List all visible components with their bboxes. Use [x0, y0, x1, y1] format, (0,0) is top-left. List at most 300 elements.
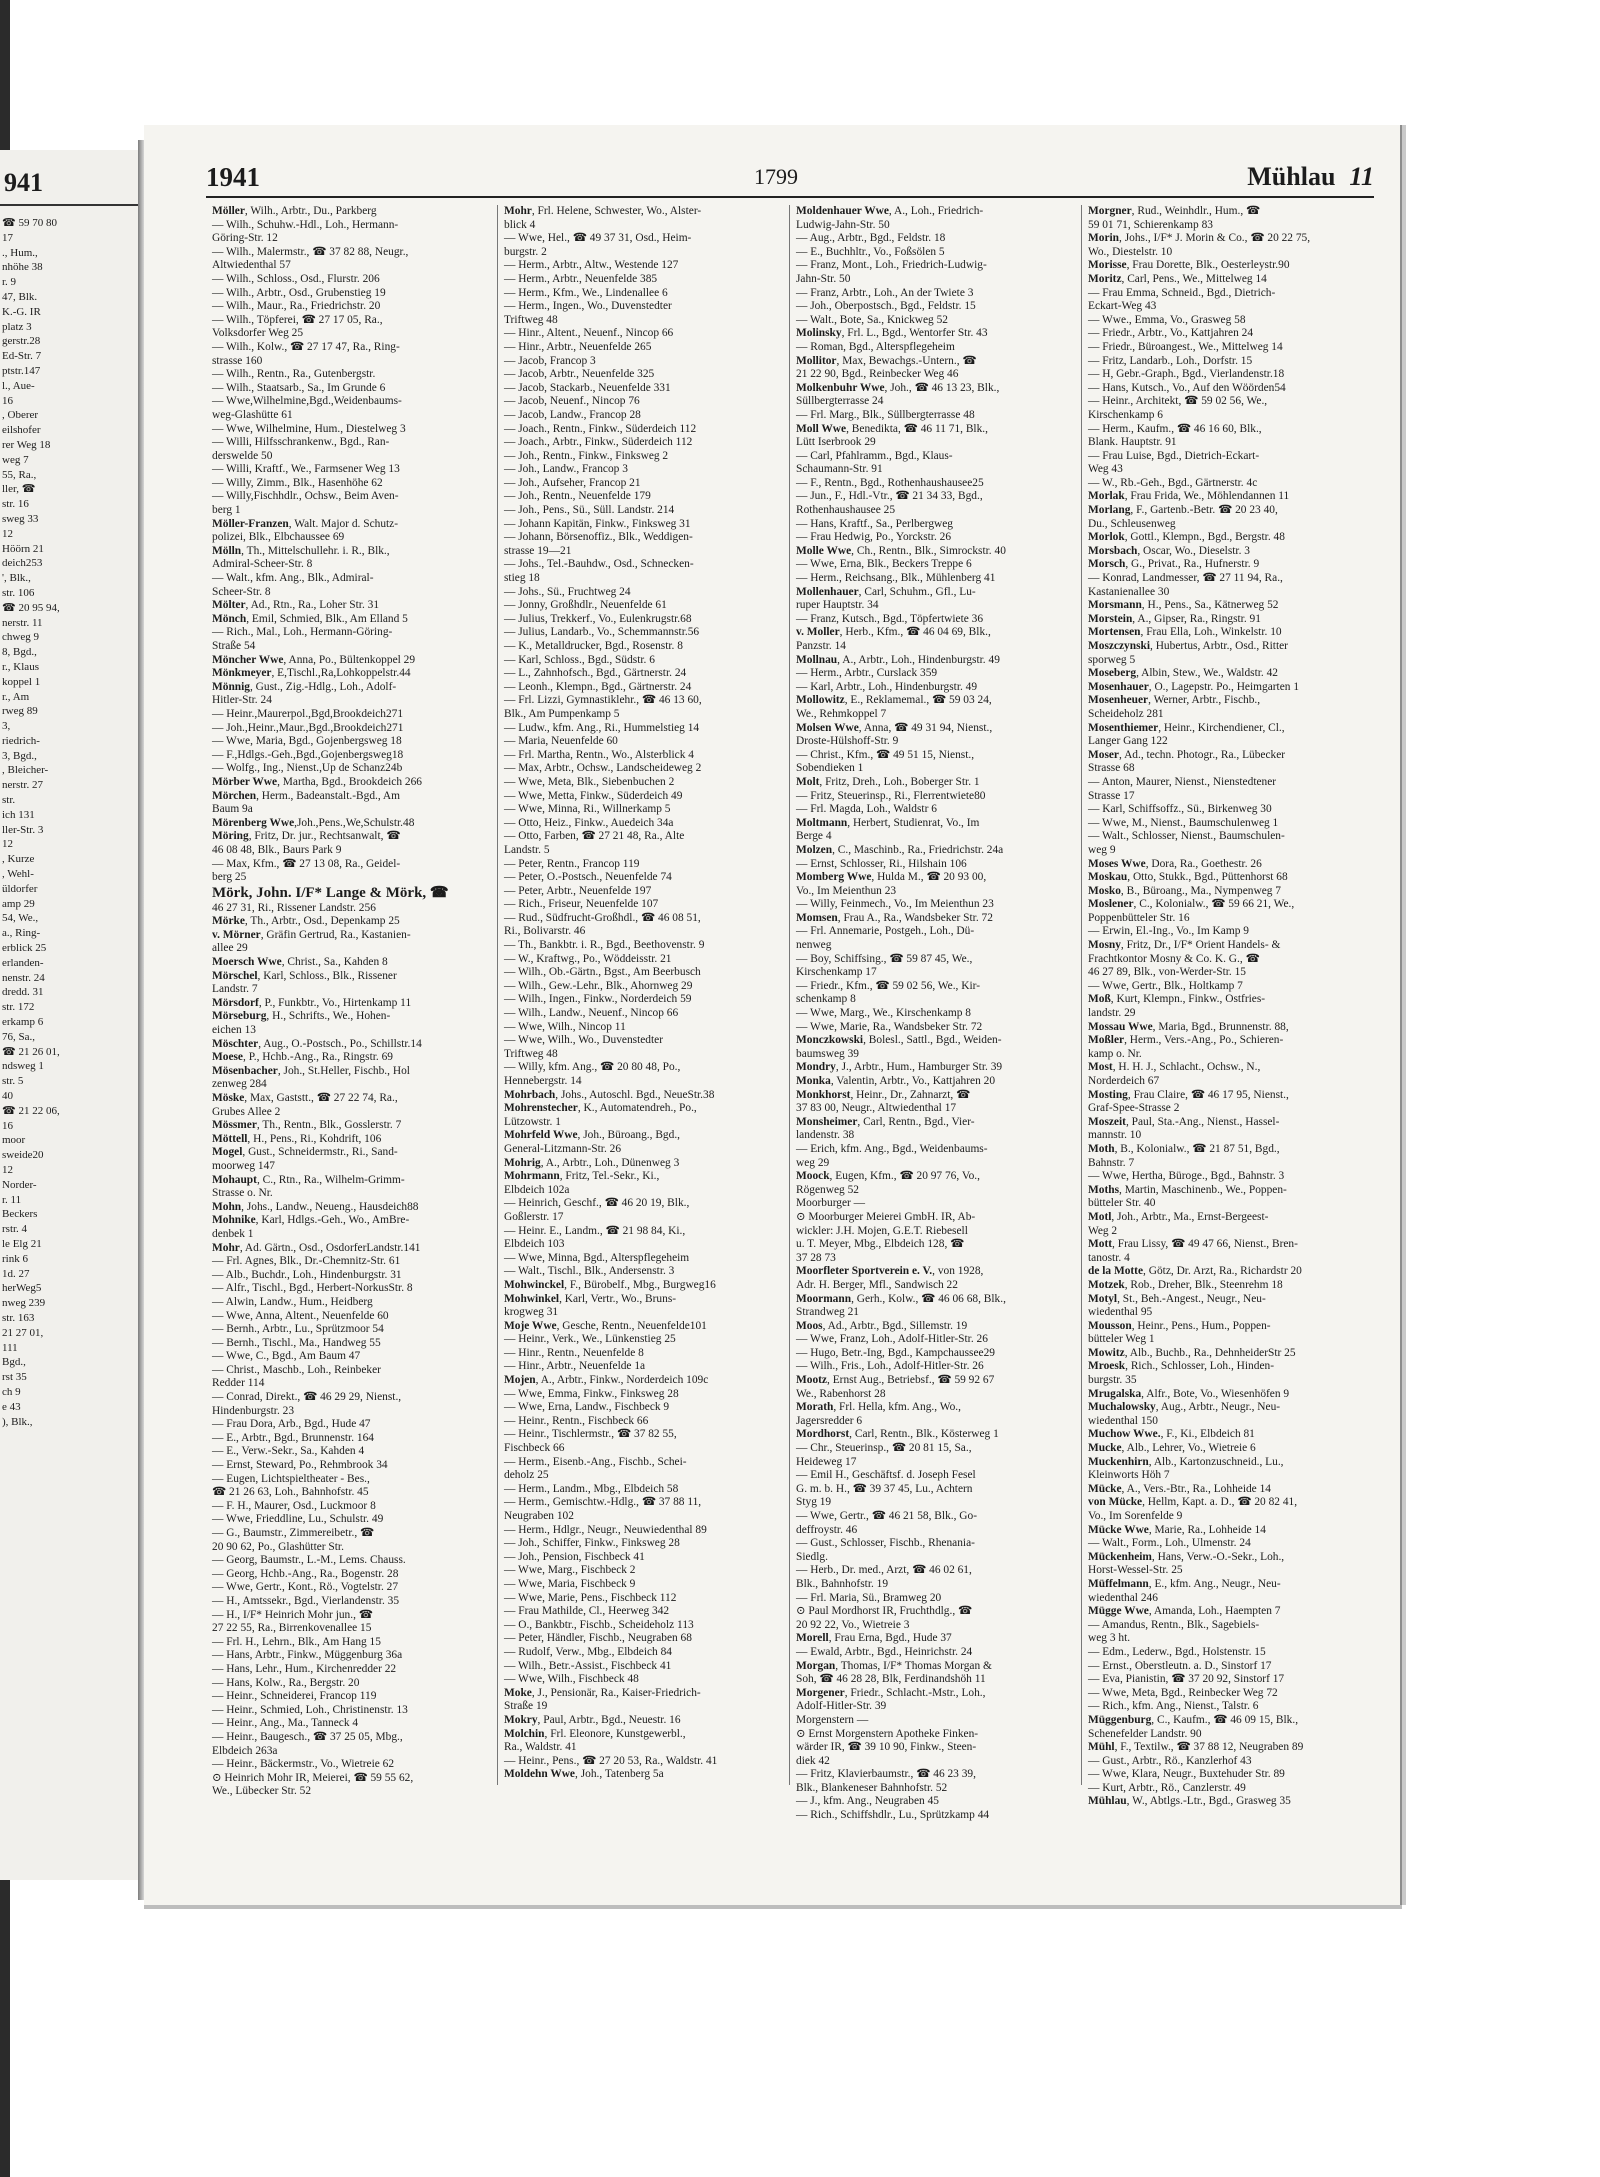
- directory-entry: — Hans, Kutsch., Vo., Auf den Wöörden54: [1088, 381, 1286, 394]
- directory-entry: von Mücke, Hellm, Kapt. a. D., ☎ 20 82 41,: [1088, 1496, 1298, 1509]
- directory-entry: Mohrig, A., Arbtr., Loh., Dünenweg 3: [504, 1156, 680, 1169]
- directory-entry: — Frl. Maria, Sü., Bramweg 20: [796, 1591, 942, 1604]
- directory-entry: — Wwe, Meta, Bgd., Reinbecker Weg 72: [1088, 1686, 1278, 1699]
- directory-entry: 37 83 00, Neugr., Altwiedenthal 17: [796, 1102, 957, 1115]
- directory-entry: moorweg 147: [212, 1159, 275, 1172]
- previous-page-fragment-line: ☎ 21 26 01,: [2, 1045, 60, 1058]
- directory-entry: — Wwe, Hertha, Büroge., Bgd., Bahnstr. 3: [1088, 1170, 1285, 1183]
- directory-entry: ☎ 21 26 63, Loh., Bahnhofstr. 45: [212, 1486, 369, 1499]
- directory-entry: — Frl. H., Lehrn., Blk., Am Hang 15: [212, 1635, 381, 1648]
- previous-page-fragment-line: r. 9: [2, 276, 17, 289]
- directory-entry: Ri., Bolivarstr. 46: [504, 925, 586, 938]
- directory-entry: landstr. 29: [1088, 1007, 1136, 1020]
- directory-entry: — Wwe, Metta, Finkw., Süderdeich 49: [504, 789, 683, 802]
- directory-entry: Moritz, Carl, Pens., We., Mittelweg 14: [1088, 272, 1267, 285]
- directory-entry: schenkamp 8: [796, 993, 856, 1006]
- directory-entry: Mörber Wwe, Martha, Bgd., Brookdeich 266: [212, 775, 422, 788]
- directory-entry: — Hugo, Betr.-Ing, Bgd., Kampchaussee29: [796, 1346, 995, 1359]
- directory-entry: — Rich., kfm. Ang., Nienst., Talstr. 6: [1088, 1700, 1259, 1713]
- directory-entry: wiedenthal 150: [1088, 1414, 1158, 1427]
- directory-entry: landenstr. 38: [796, 1129, 855, 1142]
- directory-entry: Morell, Frau Erna, Bgd., Hude 37: [796, 1632, 952, 1645]
- previous-page-fragment-line: ptstr.147: [2, 364, 41, 377]
- directory-entry: — Friedr., Kfm., ☎ 59 02 56, We., Kir-: [796, 979, 980, 992]
- directory-entry: Muckenhirn, Alb., Kartonzuschneid., Lu.,: [1088, 1455, 1284, 1468]
- directory-entry: Mönkmeyer, E,Tischl.,Ra,Lohkoppelstr.44: [212, 667, 411, 680]
- directory-entry: Moll Wwe, Benedikta, ☎ 46 11 71, Blk.,: [796, 422, 988, 435]
- previous-page-fragment-line: ich 131: [2, 808, 35, 821]
- directory-entry: burgstr. 2: [504, 245, 547, 258]
- directory-entry: Moß, Kurt, Klempn., Finkw., Ostfries-: [1088, 993, 1266, 1006]
- previous-page-fragment-line: Bgd.,: [2, 1356, 26, 1369]
- directory-entry: Mordhorst, Carl, Rentn., Blk., Kösterweg 1: [796, 1428, 999, 1441]
- directory-entry: Poppenbütteler Str. 16: [1088, 911, 1190, 924]
- directory-entry: Sobendieken 1: [796, 762, 864, 775]
- directory-entry: Strandweg 21: [796, 1306, 859, 1319]
- directory-entry: — Erich, kfm. Ang., Bgd., Weidenbaums-: [796, 1142, 988, 1155]
- previous-page-fragment-line: le Elg 21: [2, 1237, 42, 1250]
- directory-entry: Volksdorfer Weg 25: [212, 327, 304, 340]
- directory-entry: — Frl. Magda, Loh., Waldstr 6: [796, 803, 937, 816]
- directory-entry: Morsmann, H., Pens., Sa., Kätnerweg 52: [1088, 599, 1279, 612]
- previous-page-fragment-line: 12: [2, 838, 13, 851]
- directory-entry: Moldehn Wwe, Joh., Tatenberg 5a: [504, 1768, 664, 1781]
- directory-entry: Mrugalska, Alfr., Bote, Vo., Wiesenhöfen 9: [1088, 1387, 1290, 1400]
- directory-entry: — Wwe, Frieddline, Lu., Schulstr. 49: [212, 1513, 384, 1526]
- directory-entry: — Hans, Arbtr., Finkw., Müggenburg 36a: [212, 1649, 403, 1662]
- directory-entry: — Herm., Reichsang., Blk., Mühlenberg 41: [796, 572, 996, 585]
- directory-entry: Blank. Hauptstr. 91: [1088, 436, 1177, 449]
- directory-entry: Mollitor, Max, Bewachgs.-Untern., ☎: [796, 354, 977, 367]
- previous-page-fragment-line: e 43: [2, 1400, 21, 1413]
- directory-entry: — Leonh., Klempn., Bgd., Gärtnerstr. 24: [504, 680, 692, 693]
- previous-page-fragment-line: erkamp 6: [2, 1016, 44, 1029]
- page-number: 1799: [754, 164, 798, 189]
- column-4: [1082, 205, 1374, 1808]
- directory-entry: — Joach., Rentn., Finkw., Süderdeich 112: [504, 422, 697, 435]
- directory-entry: Rögenweg 52: [796, 1183, 859, 1196]
- directory-entry: Mörk, John. I/F* Lange & Mörk, ☎: [212, 884, 449, 901]
- directory-entry: Altwiedenthal 57: [212, 259, 291, 272]
- directory-entry: weg-Glashütte 61: [212, 408, 293, 421]
- directory-entry: Moslener, C., Kolonialw., ☎ 59 66 21, We.,: [1088, 898, 1295, 911]
- directory-entry: Kleinworts Höh 7: [1088, 1469, 1170, 1482]
- directory-entry: We., Lübecker Str. 52: [212, 1785, 312, 1798]
- previous-page-fragment-line: ller-Str. 3: [2, 823, 44, 836]
- directory-entry: — Herm., Landm., Mbg., Elbdeich 58: [504, 1482, 679, 1495]
- directory-entry: — Peter, Rentn., Francop 119: [504, 857, 640, 870]
- previous-page-fragment-line: dredd. 31: [2, 986, 44, 999]
- previous-page-fragment-line: K.-G. IR: [2, 305, 41, 318]
- directory-entry: — Wwe, Franz, Loh., Adolf-Hitler-Str. 26: [796, 1333, 988, 1346]
- directory-entry: — F.,Hdlgs.-Geh.,Bgd.,Gojenbergsweg18: [212, 748, 404, 761]
- directory-entry: Mückenheim, Hans, Verw.-O.-Sekr., Loh.,: [1088, 1550, 1285, 1563]
- directory-entry: Muchow Wwe., F., Ki., Elbdeich 81: [1088, 1428, 1255, 1441]
- directory-entry: v. Moller, Herb., Kfm., ☎ 46 04 69, Blk.,: [796, 626, 991, 639]
- previous-page-fragment-line: ☎ 20 95 94,: [2, 601, 60, 614]
- directory-entry: — Herm., Kaufm., ☎ 46 16 60, Blk.,: [1088, 422, 1262, 435]
- directory-entry: Morlak, Frau Frida, We., Möhlendannen 11: [1088, 490, 1290, 503]
- directory-entry: 20 90 62, Po., Glashütter Str.: [212, 1540, 344, 1553]
- directory-entry: Mörsdorf, P., Funkbtr., Vo., Hirtenkamp 11: [212, 996, 412, 1009]
- column-2: [498, 205, 790, 1785]
- directory-entry: Morgner, Rud., Weinhdlr., Hum., ☎: [1088, 205, 1261, 217]
- previous-page-fragment-line: platz 3: [2, 320, 32, 333]
- directory-entry: Mölter, Ad., Rtn., Ra., Loher Str. 31: [212, 599, 380, 612]
- directory-entry: — Heinr., Baugesch., ☎ 37 25 05, Mbg.,: [212, 1730, 403, 1743]
- directory-entry: — Walt., Tischl., Blk., Andersenstr. 3: [504, 1265, 675, 1278]
- directory-entry: 20 92 22, Vo., Wietreie 3: [796, 1618, 910, 1631]
- directory-entry: — Joh., Rentn., Finkw., Finksweg 2: [504, 449, 669, 462]
- directory-entry: — Wwe, Wilhelmine, Hum., Diestelweg 3: [212, 422, 406, 435]
- directory-entry: — Frl. Annemarie, Postgeh., Loh., Dü-: [796, 925, 975, 938]
- directory-entry: — L., Zahnhofsch., Bgd., Gärtnerstr. 24: [504, 667, 687, 680]
- directory-entry: — Wwe, Maria, Bgd., Gojenbergsweg 18: [212, 735, 402, 748]
- directory-entry: deffroystr. 46: [796, 1523, 858, 1536]
- directory-entry: — Herm., Kfm., We., Lindenallee 6: [504, 286, 668, 299]
- directory-entry: Weg 2: [1088, 1224, 1118, 1237]
- directory-entry: Molinsky, Frl. L., Bgd., Wentorfer Str. 43: [796, 327, 988, 340]
- directory-entry: Muchalowsky, Aug., Arbtr., Neugr., Neu-: [1088, 1401, 1281, 1414]
- previous-page-fragment-line: 76, Sa.,: [2, 1030, 35, 1043]
- directory-entry: eichen 13: [212, 1024, 256, 1037]
- directory-entry: Siedlg.: [796, 1550, 828, 1563]
- previous-page-fragment-line: nenstr. 24: [2, 971, 45, 984]
- directory-entry: Graf-Spee-Strasse 2: [1088, 1102, 1180, 1115]
- directory-entry: — K., Metalldrucker, Bgd., Rosenstr. 8: [504, 640, 683, 652]
- directory-entry: — Wwe, Wilh., Nincop 11: [504, 1020, 626, 1033]
- directory-entry: — Hans, Lehr., Hum., Kirchenredder 22: [212, 1662, 397, 1675]
- directory-entry: Morgener, Friedr., Schlacht.-Mstr., Loh.,: [796, 1686, 986, 1699]
- previous-page-fragment-line: ller, ☎: [2, 483, 36, 496]
- previous-page-fragment-line: ', Blk.,: [2, 572, 31, 585]
- directory-entry: Mohr, Ad. Gärtn., Osd., OsdorferLandstr.141: [212, 1241, 421, 1254]
- directory-entry: — Fritz, Klavierbaumstr., ☎ 46 23 39,: [796, 1768, 976, 1781]
- previous-page-fragment-line: riedrich-: [2, 734, 40, 747]
- directory-entry: — Wwe, Wilh., Wo., Duvenstedter: [504, 1034, 664, 1047]
- directory-entry: — Christ., Kfm., ☎ 49 51 15, Nienst.,: [796, 748, 975, 761]
- directory-entry: wärder IR, ☎ 39 10 90, Finkw., Steen-: [796, 1741, 977, 1754]
- directory-entry: Lütt Iserbrook 29: [796, 436, 876, 449]
- directory-entry: diek 42: [796, 1754, 830, 1767]
- directory-entry: Mollenhauer, Carl, Schuhm., Gfl., Lu-: [796, 585, 976, 598]
- directory-entry: — Heinr., Schmied, Loh., Christinenstr. 13: [212, 1703, 408, 1716]
- directory-entry: — Ernst., Oberstleutn. a. D., Sinstorf 17: [1088, 1659, 1272, 1672]
- directory-entry: — Walt., Schlosser, Nienst., Baumschulen-: [1088, 830, 1285, 843]
- directory-entry: Berge 4: [796, 830, 832, 843]
- directory-entry: sporweg 5: [1088, 653, 1136, 666]
- directory-entry: — Johann Kapitän, Finkw., Finksweg 31: [504, 517, 691, 530]
- directory-entry: — Friedr., Büroangest., We., Mittelweg 14: [1088, 340, 1283, 353]
- directory-entry: Straße 54: [212, 640, 256, 652]
- previous-page-fragment-line: , Oberer: [2, 409, 39, 422]
- directory-entry: — Ewald, Arbtr., Bgd., Heinrichstr. 24: [796, 1645, 973, 1658]
- directory-entry: Müffelmann, E., kfm. Ang., Neugr., Neu-: [1088, 1577, 1281, 1590]
- directory-entry: Mölln, Th., Mittelschullehr. i. R., Blk.,: [212, 544, 390, 557]
- directory-entry: Moser, Ad., techn. Photogr., Ra., Lübecker: [1088, 748, 1286, 761]
- directory-entry: Moskau, Otto, Stukk., Bgd., Püttenhorst 68: [1088, 871, 1288, 884]
- directory-entry: — Wwe, Gertr., ☎ 46 21 58, Blk., Go-: [796, 1510, 978, 1522]
- directory-entry: We., Rabenhorst 28: [796, 1387, 886, 1400]
- directory-entry: deholz 25: [504, 1469, 549, 1482]
- previous-page-fragment-line: , Bleicher-: [2, 764, 49, 777]
- directory-entry: Triftweg 48: [504, 313, 558, 326]
- directory-entry: stieg 18: [504, 572, 540, 585]
- directory-columns: [206, 205, 1374, 1822]
- directory-entry: Mohr, Frl. Helene, Schwester, Wo., Alster-: [504, 205, 702, 217]
- directory-entry: 21 22 90, Bgd., Reinbecker Weg 46: [796, 368, 959, 381]
- previous-page-fragment-line: str. 172: [2, 1001, 35, 1014]
- previous-page-fragment-line: üldorfer: [2, 882, 38, 895]
- directory-entry: — Gust., Arbtr., Rö., Kanzlerhof 43: [1088, 1754, 1252, 1767]
- previous-page-fragment-line: str. 5: [2, 1075, 24, 1088]
- directory-entry: Triftweg 48: [504, 1047, 558, 1060]
- previous-page-fragment-line: nerstr. 27: [2, 779, 43, 792]
- directory-entry: — Wwe, Klara, Neugr., Buxtehuder Str. 89: [1088, 1768, 1285, 1781]
- directory-entry: Göring-Str. 12: [212, 232, 278, 245]
- directory-entry: — W., Kraftwg., Po., Wöddeisstr. 21: [504, 952, 672, 965]
- directory-entry: Scheer-Str. 8: [212, 585, 271, 598]
- directory-entry: Morgenstern —: [796, 1713, 869, 1726]
- directory-entry: General-Litzmann-Str. 26: [504, 1142, 622, 1155]
- directory-entry: — Wwe, Emma, Finkw., Finksweg 28: [504, 1387, 679, 1400]
- directory-entry: — Willy, kfm. Ang., ☎ 20 80 48, Po.,: [504, 1061, 681, 1074]
- directory-entry: Baum 9a: [212, 803, 253, 816]
- previous-page-fragment-line: ch 9: [2, 1385, 21, 1398]
- directory-entry: — Franz, Kutsch., Bgd., Töpfertwiete 36: [796, 612, 984, 625]
- directory-entry: Mollowitz, E., Reklamemal., ☎ 59 03 24,: [796, 694, 992, 707]
- directory-entry: — Ludw., kfm. Ang., Ri., Hummelstieg 14: [504, 721, 700, 734]
- directory-entry: Blk., Bahnhofstr. 19: [796, 1577, 889, 1590]
- directory-entry: — Wwe,Wilhelmine,Bgd.,Weidenbaums-: [212, 395, 402, 408]
- directory-entry: Landstr. 5: [504, 843, 550, 856]
- directory-entry: Mosenhauer, O., Lagepstr. Po., Heimgarten 1: [1088, 680, 1300, 693]
- directory-entry: Moszeit, Paul, Sta.-Ang., Nienst., Hassel-: [1088, 1115, 1280, 1128]
- directory-entry: berg 1: [212, 504, 241, 517]
- directory-entry: Mügge Wwe, Amanda, Loh., Haempten 7: [1088, 1605, 1281, 1618]
- directory-entry: Moths, Martin, Maschinenb., We., Poppen-: [1088, 1183, 1287, 1196]
- directory-entry: Mroesk, Rich., Schlosser, Loh., Hinden-: [1088, 1360, 1274, 1373]
- directory-entry: — Joh.,Heinr.,Maur.,Bgd.,Brookdeich271: [212, 721, 404, 734]
- directory-entry: — O., Bankbtr., Fischb., Scheideholz 113: [504, 1618, 694, 1631]
- directory-entry: v. Mörner, Gräfin Gertrud, Ra., Kastanien-: [212, 928, 411, 941]
- directory-entry: bütteler Weg 1: [1088, 1333, 1155, 1346]
- directory-entry: kamp o. Nr.: [1088, 1047, 1142, 1060]
- directory-entry: strasse 19—21: [504, 544, 572, 557]
- directory-entry: 37 28 73: [796, 1251, 836, 1264]
- directory-entry: Mott, Frau Lissy, ☎ 49 47 66, Nienst., Bren-: [1088, 1238, 1298, 1251]
- previous-page-fragment-line: gerstr.28: [2, 335, 41, 348]
- directory-entry: Mörseburg, H., Schrifts., We., Hohen-: [212, 1010, 391, 1023]
- previous-page-fragment-line: ndsweg 1: [2, 1060, 44, 1073]
- directory-entry: Monkhorst, Heinr., Dr., Zahnarzt, ☎: [796, 1088, 971, 1101]
- directory-entry: Moth, B., Kolonialw., ☎ 21 87 51, Bgd.,: [1088, 1142, 1280, 1155]
- directory-entry: — Th., Bankbtr. i. R., Bgd., Beethovenstr. 9: [504, 939, 705, 952]
- directory-entry: — Johs., Sü., Fruchtweg 24: [504, 585, 631, 598]
- directory-entry: — Herm., Gemischtw.-Hdlg., ☎ 37 88 11,: [504, 1496, 702, 1509]
- directory-entry: — Walt., Form., Loh., Ulmenstr. 24: [1088, 1537, 1251, 1550]
- directory-entry: — Willy, Feinmech., Vo., Im Meienthun 23: [796, 898, 994, 911]
- directory-entry: — Anton, Maurer, Nienst., Nienstedtener: [1088, 775, 1277, 788]
- directory-entry: Mönch, Emil, Schmied, Blk., Am Elland 5: [212, 612, 408, 625]
- directory-entry: burgstr. 35: [1088, 1374, 1137, 1387]
- directory-entry: Landstr. 7: [212, 983, 258, 996]
- directory-entry: Morsbach, Oscar, Wo., Dieselstr. 3: [1088, 544, 1250, 557]
- previous-page-fragment-line: 55, Ra.,: [2, 468, 37, 481]
- directory-entry: Molkenbuhr Wwe, Joh., ☎ 46 13 23, Blk.,: [796, 381, 1000, 394]
- directory-entry: Moock, Eugen, Kfm., ☎ 20 97 76, Vo.,: [796, 1170, 980, 1183]
- directory-entry: — Jacob, Arbtr., Neuenfelde 325: [504, 368, 655, 381]
- directory-entry: 46 27 89, Blk., von-Werder-Str. 15: [1088, 966, 1246, 979]
- previous-page-fragment-line: moor: [2, 1134, 26, 1147]
- directory-entry: Mücke, A., Vers.-Btr., Ra., Lohheide 14: [1088, 1482, 1271, 1495]
- previous-page-fragment-line: str. 106: [2, 586, 35, 599]
- previous-page-fragment-line: 54, We.,: [2, 912, 39, 925]
- directory-entry: Moldenhauer Wwe, A., Loh., Friedrich-: [796, 205, 984, 217]
- directory-entry: — Joach., Arbtr., Finkw., Süderdeich 112: [504, 436, 693, 449]
- previous-page-fragment-line: 17: [2, 231, 13, 244]
- directory-entry: — Frl. Lizzi, Gymnastiklehr., ☎ 46 13 60,: [504, 694, 702, 707]
- previous-page-fragment-line: 111: [2, 1341, 18, 1354]
- directory-entry: Möncher Wwe, Anna, Po., Bültenkoppel 29: [212, 653, 416, 666]
- directory-entry: — Julius, Trekkerf., Vo., Eulenkrugstr.68: [504, 612, 692, 625]
- directory-entry: allee 29: [212, 942, 248, 955]
- directory-entry: Moos, Ad., Arbtr., Bgd., Sillemstr. 19: [796, 1319, 968, 1332]
- directory-entry: ⊙ Paul Mordhorst IR, Fruchthdlg., ☎: [796, 1605, 973, 1618]
- directory-entry: Moses Wwe, Dora, Ra., Goethestr. 26: [1088, 857, 1262, 870]
- previous-page-fragment-line: a., Ring-: [2, 927, 41, 940]
- directory-entry: Möller, Wilh., Arbtr., Du., Parkberg: [212, 205, 377, 217]
- previous-page-fragment: [0, 150, 140, 1880]
- directory-entry: zenweg 284: [212, 1078, 267, 1091]
- directory-entry: — Jacob, Neuenf., Nincop 76: [504, 395, 640, 408]
- directory-entry: Mosko, B., Büroang., Ma., Nympenweg 7: [1088, 884, 1282, 897]
- directory-entry: — Alfr., Tischl., Bgd., Herbert-NorkusStr. 8: [212, 1282, 413, 1295]
- directory-entry: — Wwe, Meta, Blk., Siebenbuchen 2: [504, 775, 675, 788]
- previous-page-fragment-line: weg 7: [2, 453, 29, 466]
- directory-entry: Moersch Wwe, Christ., Sa., Kahden 8: [212, 956, 388, 969]
- directory-entry: — Walt., kfm. Ang., Blk., Admiral-: [212, 572, 374, 585]
- previous-page-fragment-line: str.: [2, 794, 16, 807]
- directory-entry: — Heinr., Ang., Ma., Tanneck 4: [212, 1717, 359, 1730]
- previous-page-fragment-line: deich253: [2, 557, 43, 570]
- directory-entry: Straße 19: [504, 1700, 548, 1713]
- directory-entry: Morlang, F., Gartenb.-Betr. ☎ 20 23 40,: [1088, 504, 1278, 517]
- directory-entry: — Karl, Arbtr., Loh., Hindenburgstr. 49: [796, 680, 978, 693]
- directory-entry: Panzstr. 14: [796, 640, 846, 652]
- directory-entry: — Wwe., Emma, Vo., Grasweg 58: [1088, 313, 1246, 326]
- directory-entry: — Emil H., Geschäftsf. d. Joseph Fesel: [796, 1469, 976, 1482]
- directory-entry: derswelde 50: [212, 449, 273, 462]
- directory-entry: Weg 43: [1088, 463, 1123, 476]
- previous-page-fragment-line: nerstr. 11: [2, 616, 43, 629]
- directory-entry: weg 29: [796, 1156, 830, 1169]
- header-word: Mühlau: [1247, 162, 1336, 191]
- directory-entry: — Fritz, Landarb., Loh., Dorfstr. 15: [1088, 354, 1253, 367]
- directory-entry: Mohaupt, C., Rtn., Ra., Wilhelm-Grimm-: [212, 1173, 405, 1186]
- directory-entry: Mörke, Th., Arbtr., Osd., Depenkamp 25: [212, 915, 400, 928]
- directory-entry: — Gust., Schlosser, Fischb., Rhenania-: [796, 1537, 975, 1550]
- directory-entry: Fischbeck 66: [504, 1442, 565, 1455]
- directory-page: [144, 125, 1402, 1905]
- directory-entry: — Wilh., Betr.-Assist., Fischbeck 41: [504, 1659, 672, 1672]
- directory-entry: — Wilh., Staatsarb., Sa., Im Grunde 6: [212, 381, 386, 394]
- directory-entry: — Karl, Schloss., Bgd., Südstr. 6: [504, 653, 655, 666]
- previous-page-text: [0, 216, 138, 1429]
- column-3: [790, 205, 1082, 1822]
- directory-entry: — Hinr., Arbtr., Neuenfelde 265: [504, 340, 652, 353]
- directory-entry: bütteler Str. 40: [1088, 1197, 1156, 1210]
- directory-entry: Müggenburg, C., Kaufm., ☎ 46 09 15, Blk.,: [1088, 1713, 1299, 1726]
- directory-entry: Moke, J., Pensionär, Ra., Kaiser-Friedrich-: [504, 1686, 701, 1699]
- previous-page-fragment-line: 12: [2, 527, 13, 540]
- directory-entry: — Herm., Arbtr., Curslack 359: [796, 667, 938, 680]
- directory-entry: — Rudolf, Verw., Mbg., Elbdeich 84: [504, 1645, 672, 1658]
- directory-entry: — Heinr., Pens., ☎ 27 20 53, Ra., Waldstr. 41: [504, 1754, 718, 1767]
- directory-entry: 27 22 55, Ra., Birrenkovenallee 15: [212, 1622, 372, 1635]
- directory-entry: — Frl. Agnes, Blk., Dr.-Chemnitz-Str. 61: [212, 1255, 401, 1268]
- directory-entry: — Erwin, El.-Ing., Vo., Im Kamp 9: [1088, 925, 1249, 938]
- directory-entry: — Rich., Mal., Loh., Hermann-Göring-: [212, 626, 393, 639]
- directory-entry: Moormann, Gerh., Kolw., ☎ 46 06 68, Blk.,: [796, 1292, 1006, 1305]
- previous-page-fragment-line: ☎ 59 70 80: [2, 217, 57, 229]
- directory-entry: — Joh., Schiffer, Finkw., Finksweg 28: [504, 1537, 680, 1550]
- previous-page-fragment-line: 3,: [2, 720, 11, 733]
- directory-entry: Styg 19: [796, 1496, 832, 1509]
- directory-entry: — Joh., Oberpostsch., Bgd., Feldstr. 15: [796, 300, 976, 313]
- directory-entry: 46 08 48, Blk., Baurs Park 9: [212, 843, 342, 856]
- directory-entry: Most, H. H. J., Schlacht., Ochsw., N.,: [1088, 1061, 1261, 1074]
- directory-entry: Adr. H. Berger, Mfl., Sandwisch 22: [796, 1278, 958, 1291]
- directory-entry: — Jacob, Stackarb., Neuenfelde 331: [504, 381, 671, 394]
- directory-entry: — Jacob, Francop 3: [504, 354, 596, 367]
- directory-entry: Mortensen, Frau Ella, Loh., Winkelstr. 10: [1088, 626, 1282, 639]
- previous-page-fragment-line: r., Klaus: [2, 660, 39, 673]
- previous-page-fragment-line: koppel 1: [2, 675, 41, 688]
- directory-entry: Monczkowski, Bolesl., Sattl., Bgd., Weiden-: [796, 1034, 1002, 1047]
- directory-entry: Mönnig, Gust., Zig.-Hdlg., Loh., Adolf-: [212, 680, 397, 693]
- directory-entry: u. T. Meyer, Mbg., Elbdeich 128, ☎: [796, 1238, 965, 1251]
- directory-entry: Redder 114: [212, 1377, 265, 1390]
- directory-entry: Eckart-Weg 43: [1088, 300, 1157, 313]
- previous-page-fragment-line: 12: [2, 1164, 13, 1176]
- directory-entry: Frachtkontor Mosny & Co. K. G., ☎: [1088, 952, 1260, 965]
- directory-entry: Mösenbacher, Joh., St.Heller, Fischb., Hol: [212, 1064, 410, 1077]
- directory-entry: Mühl, F., Textilw., ☎ 37 88 12, Neugraben 89: [1088, 1741, 1304, 1754]
- directory-entry: — Aug., Arbtr., Bgd., Feldstr. 18: [796, 232, 946, 245]
- directory-entry: — Wwe, Erna, Landw., Fischbeck 9: [504, 1401, 670, 1414]
- directory-entry: Mossau Wwe, Maria, Bgd., Brunnenstr. 88,: [1088, 1020, 1289, 1033]
- directory-entry: — Wwe, Marg., We., Kirschenkamp 8: [796, 1007, 971, 1020]
- directory-entry: — Peter, O.-Postsch., Neuenfelde 74: [504, 871, 672, 884]
- directory-entry: — Georg, Baumstr., L.-M., Lems. Chauss.: [212, 1554, 406, 1567]
- previous-page-fragment-line: 16: [2, 1119, 13, 1132]
- previous-page-fragment-line: Höörn 21: [2, 542, 44, 555]
- directory-entry: Mohrbach, Johs., Autoschl. Bgd., NeueStr.38: [504, 1088, 715, 1101]
- directory-entry: — Rich., Schiffshdlr., Lu., Sprützkamp 44: [796, 1809, 990, 1822]
- directory-entry: — Franz, Mont., Loh., Friedrich-Ludwig-: [796, 259, 987, 272]
- directory-entry: wiedenthal 95: [1088, 1306, 1153, 1319]
- directory-entry: Elbdeich 263a: [212, 1744, 278, 1757]
- directory-entry: Mollnau, A., Arbtr., Loh., Hindenburgstr. 49: [796, 653, 1000, 666]
- directory-entry: Morlok, Gottl., Klempn., Bgd., Bergstr. 48: [1088, 531, 1285, 544]
- previous-page-fragment-line: ), Blk.,: [2, 1415, 33, 1428]
- directory-entry: — Walt., Bote, Sa., Knickweg 52: [796, 313, 948, 326]
- directory-entry: — Max, Kfm., ☎ 27 13 08, Ra., Geidel-: [212, 857, 401, 870]
- previous-page-fragment-line: r., Am: [2, 690, 30, 703]
- page-shadow: [144, 1905, 1402, 1909]
- directory-entry: — Heinr., Rentn., Fischbeck 66: [504, 1414, 649, 1427]
